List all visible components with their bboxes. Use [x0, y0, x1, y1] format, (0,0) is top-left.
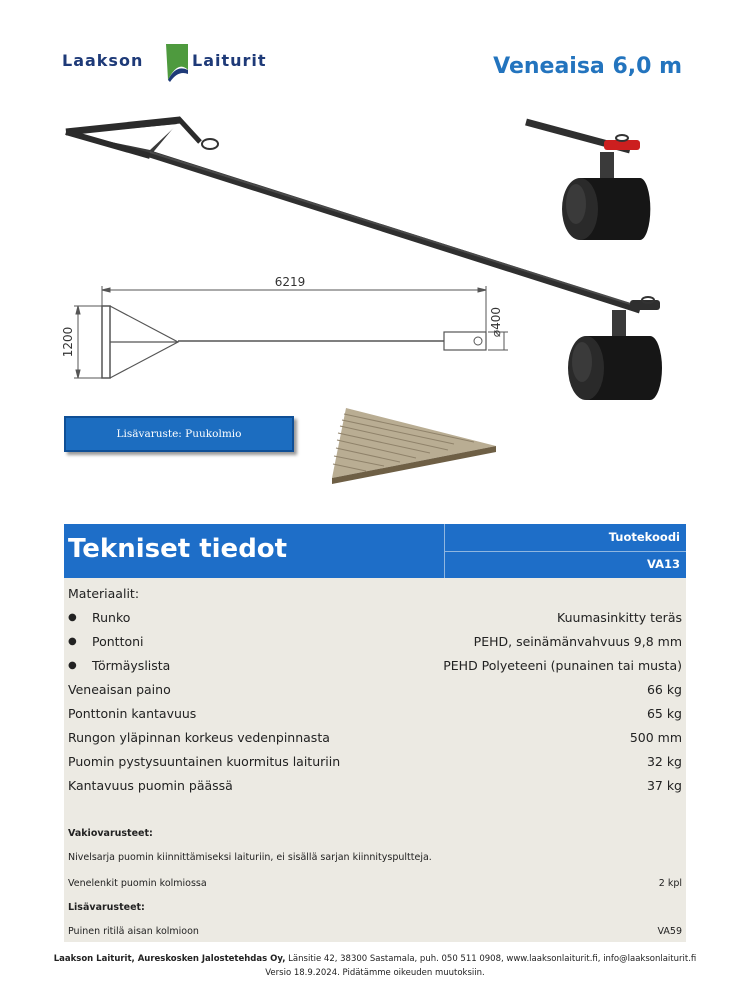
spec-row: Kantavuus puomin päässä 37 kg — [68, 777, 682, 793]
spec-table — [64, 578, 686, 942]
bullet-icon: ● — [68, 611, 77, 623]
extra-heading: Lisävarusteet: — [68, 901, 145, 913]
spec-row: Veneaisan paino 66 kg — [68, 681, 682, 697]
pontoon-upper — [562, 135, 650, 240]
length-dimension: 6219 — [274, 275, 306, 289]
spec-row: ● Törmäyslista PEHD Polyeteeni (punainen tai musta) — [68, 657, 682, 673]
spec-title: Tekniset tiedot — [68, 534, 288, 564]
logo-text-right: Laiturit — [192, 51, 267, 70]
footer-version: Versio 18.9.2024. Pidätämme oikeuden muutoksiin. — [265, 968, 485, 978]
spec-row: ● Runko Kuumasinkitty teräs — [68, 609, 682, 625]
company-logo — [62, 40, 292, 86]
accessory-label-box: Lisävaruste: Puukolmio — [64, 416, 294, 452]
standard-item: Nivelsarja puomin kiinnittämiseksi laituriin, ei sisällä sarjan kiinnityspultteja. — [68, 851, 432, 863]
bullet-icon: ● — [68, 635, 77, 647]
product-code: VA13 — [646, 557, 680, 571]
standard-item: Venelenkit puomin kolmiossa 2 kpl — [68, 877, 682, 889]
pontoon-lower — [568, 297, 662, 400]
width-dimension: 1200 — [61, 326, 75, 358]
standard-heading: Vakiovarusteet: — [68, 827, 153, 839]
bullet-icon: ● — [68, 659, 77, 671]
extra-item: Puinen ritilä aisan kolmioon VA59 — [68, 925, 682, 937]
spec-row: Ponttonin kantavuus 65 kg — [68, 705, 682, 721]
logo-leaf-icon — [162, 40, 192, 84]
boom-render — [66, 118, 640, 310]
logo-text-left: Laakson — [62, 51, 144, 70]
spec-row: Puomin pystysuuntainen kuormitus laituriin 32 kg — [68, 753, 682, 769]
footer-contact: Laakson Laiturit, Aureskosken Jalostetehdas Oy, Länsitie 42, 38300 Sastamala, puh. 050 511 0908, www.laaksonlaiturit.fi, info@laaksonlaiturit.fi — [53, 954, 697, 964]
diameter-dimension: ⌀400 — [489, 306, 503, 338]
product-code-label: Tuotekoodi — [608, 530, 680, 544]
dimension-drawing — [74, 286, 508, 378]
spec-header — [64, 524, 686, 578]
spec-row: Rungon yläpinnan korkeus vedenpinnasta 500 mm — [68, 729, 682, 745]
spec-row: ● Ponttoni PEHD, seinämänvahvuus 9,8 mm — [68, 633, 682, 649]
header-divider — [444, 551, 686, 552]
materials-heading: Materiaalit: — [68, 585, 140, 601]
wood-triangle-render — [332, 408, 496, 484]
page-title: Veneaisa 6,0 m — [493, 54, 682, 79]
